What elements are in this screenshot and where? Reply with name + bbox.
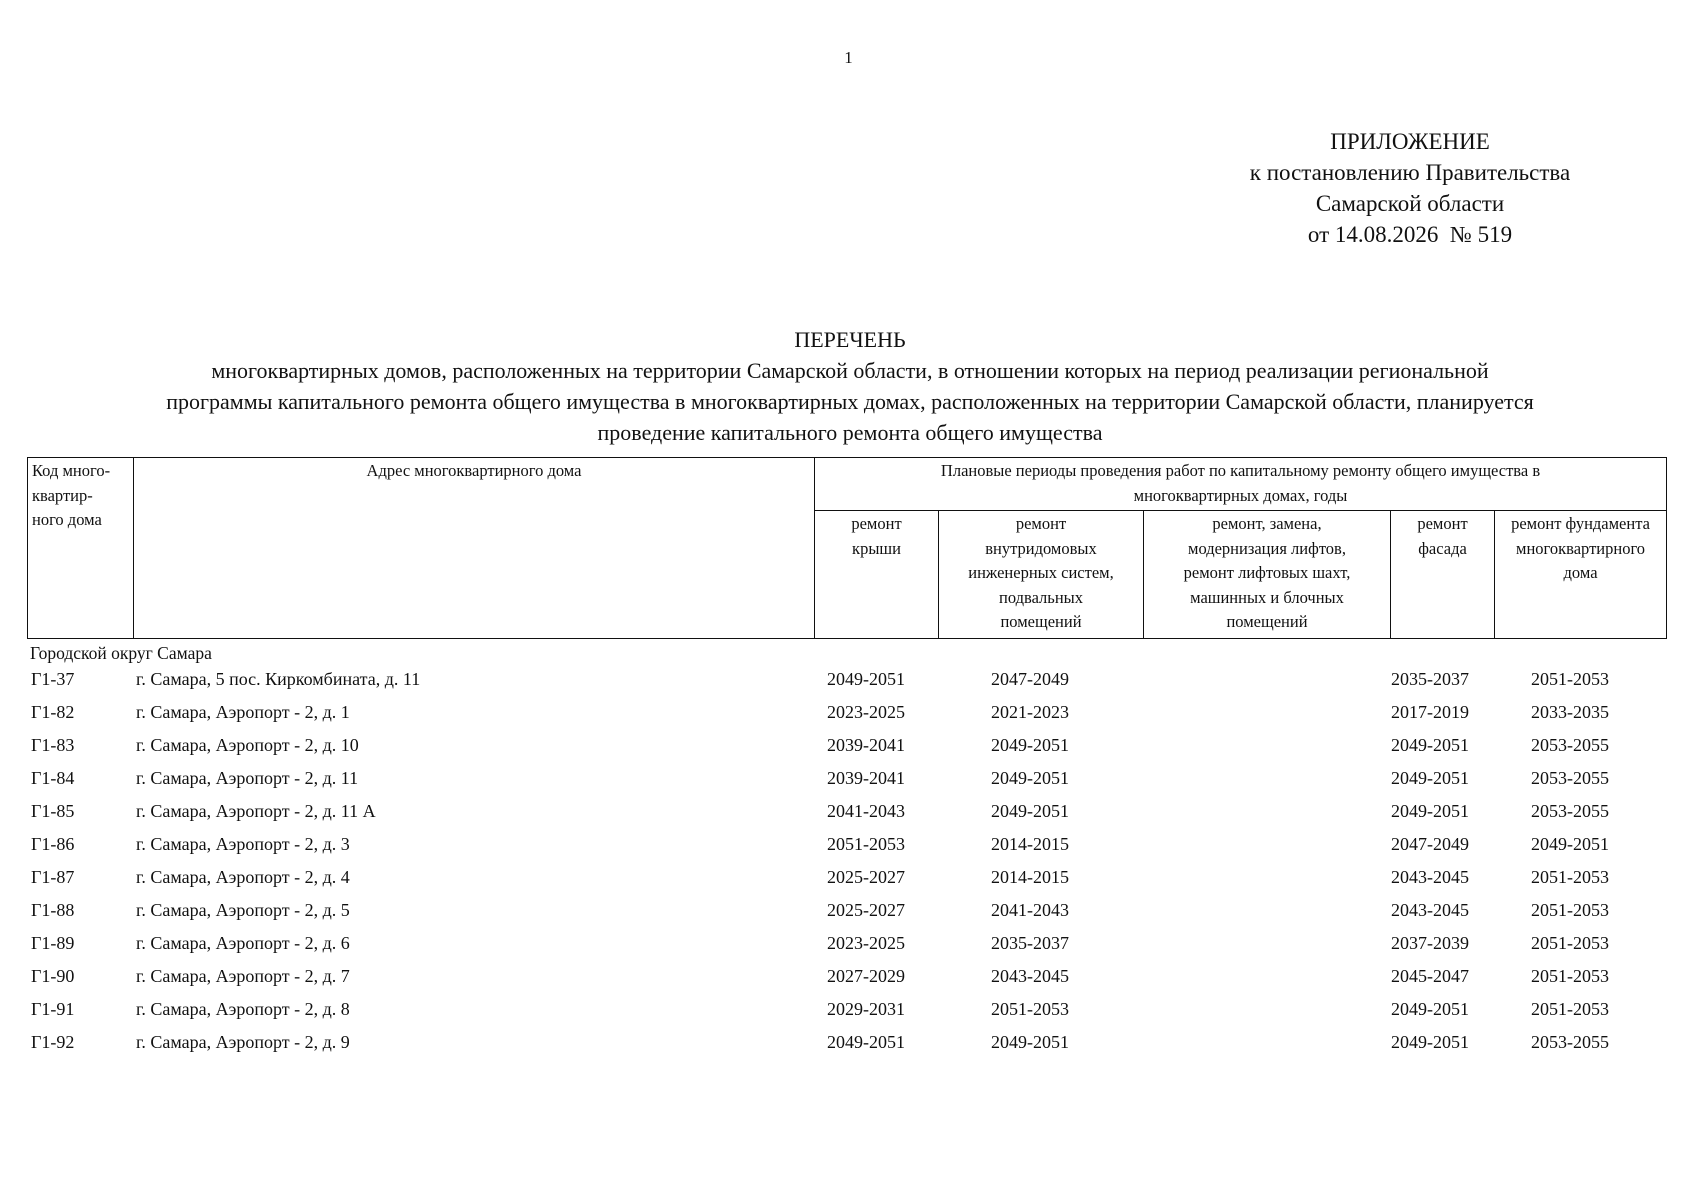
cell-roof: 2025-2027 <box>827 867 905 887</box>
table-row <box>0 663 1697 696</box>
appendix-block <box>1180 126 1640 250</box>
table-header <box>27 457 1667 639</box>
header-engineering-text: ремонт <box>1015 514 1067 533</box>
table-row <box>0 861 1697 894</box>
header-lift-text: машинных и блочных <box>1190 587 1344 607</box>
cell-code: Г1-89 <box>31 933 75 953</box>
appendix-line: Самарской области <box>1315 191 1505 216</box>
header-roof-text: ремонт <box>851 514 902 533</box>
cell-code: Г1-88 <box>31 900 75 920</box>
cell-engineering: 2049-2051 <box>991 735 1069 755</box>
cell-address: г. Самара, Аэропорт - 2, д. 3 <box>136 834 350 854</box>
cell-address: г. Самара, 5 пос. Киркомбината, д. 11 <box>136 669 421 689</box>
appendix-date-number: от 14.08.2026 № 519 <box>1307 222 1513 247</box>
header-code-cell <box>28 458 134 639</box>
cell-address: г. Самара, Аэропорт - 2, д. 5 <box>136 900 350 920</box>
cell-facade: 2049-2051 <box>1391 768 1469 788</box>
header-engineering-text: инженерных систем, <box>968 563 1114 582</box>
header-facade-text: ремонт <box>1417 514 1468 533</box>
cell-foundation: 2051-2053 <box>1531 669 1609 689</box>
table-row <box>0 960 1697 993</box>
cell-facade: 2043-2045 <box>1391 867 1469 887</box>
cell-foundation: 2033-2035 <box>1531 702 1609 722</box>
page-number: 1 <box>844 48 853 67</box>
header-engineering-cell <box>939 511 1144 639</box>
cell-roof: 2051-2053 <box>827 834 905 854</box>
cell-facade: 2017-2019 <box>1391 702 1469 722</box>
cell-facade: 2049-2051 <box>1391 735 1469 755</box>
cell-address: г. Самара, Аэропорт - 2, д. 11 <box>136 768 359 788</box>
cell-address: г. Самара, Аэропорт - 2, д. 4 <box>136 867 350 887</box>
header-code-text: квартир- <box>32 485 93 505</box>
cell-address: г. Самара, Аэропорт - 2, д. 10 <box>136 735 359 755</box>
header-address-text: Адрес многоквартирного дома <box>366 461 582 480</box>
table-row <box>0 696 1697 729</box>
cell-foundation: 2053-2055 <box>1531 1032 1609 1052</box>
cell-roof: 2039-2041 <box>827 735 905 755</box>
appendix-title: ПРИЛОЖЕНИЕ <box>1330 129 1490 154</box>
header-lift-text: помещений <box>1226 612 1308 631</box>
header-lift-text: модернизация лифтов, <box>1188 538 1346 558</box>
cell-engineering: 2021-2023 <box>991 702 1069 722</box>
header-engineering-text: подвальных <box>999 587 1083 607</box>
table-row <box>0 993 1697 1026</box>
header-facade-text: фасада <box>1418 538 1467 558</box>
cell-roof: 2049-2051 <box>827 669 905 689</box>
cell-roof: 2023-2025 <box>827 702 905 722</box>
cell-roof: 2039-2041 <box>827 768 905 788</box>
cell-facade: 2045-2047 <box>1391 966 1469 986</box>
document-heading: ПЕРЕЧЕНЬ <box>794 327 906 352</box>
header-foundation-text: многоквартирного <box>1516 538 1646 558</box>
cell-engineering: 2049-2051 <box>991 768 1069 788</box>
header-code-text: ного дома <box>32 510 102 529</box>
table-row <box>0 795 1697 828</box>
cell-address: г. Самара, Аэропорт - 2, д. 11 А <box>136 801 376 821</box>
cell-engineering: 2041-2043 <box>991 900 1069 920</box>
cell-foundation: 2051-2053 <box>1531 867 1609 887</box>
cell-foundation: 2053-2055 <box>1531 801 1609 821</box>
cell-foundation: 2053-2055 <box>1531 735 1609 755</box>
header-lift-cell <box>1144 511 1391 639</box>
header-periods-text: многоквартирных домах, годы <box>1133 485 1348 505</box>
header-roof-text: крыши <box>852 538 901 558</box>
header-foundation-cell <box>1495 511 1667 639</box>
table-row <box>0 927 1697 960</box>
cell-code: Г1-82 <box>31 702 75 722</box>
table-row <box>0 762 1697 795</box>
cell-engineering: 2047-2049 <box>991 669 1069 689</box>
cell-facade: 2049-2051 <box>1391 1032 1469 1052</box>
header-lift-text: ремонт лифтовых шахт, <box>1183 563 1351 582</box>
cell-roof: 2029-2031 <box>827 999 905 1019</box>
cell-engineering: 2043-2045 <box>991 966 1069 986</box>
cell-facade: 2047-2049 <box>1391 834 1469 854</box>
cell-address: г. Самара, Аэропорт - 2, д. 8 <box>136 999 350 1019</box>
table-row <box>0 828 1697 861</box>
cell-code: Г1-91 <box>31 999 75 1019</box>
header-roof-cell <box>815 511 939 639</box>
header-lift-text: ремонт, замена, <box>1212 514 1322 533</box>
cell-engineering: 2035-2037 <box>991 933 1069 953</box>
table-row <box>0 729 1697 762</box>
cell-code: Г1-84 <box>31 768 75 788</box>
header-address-cell <box>134 458 815 639</box>
cell-facade: 2049-2051 <box>1391 801 1469 821</box>
header-foundation-text: ремонт фундамента <box>1511 514 1650 533</box>
cell-roof: 2025-2027 <box>827 900 905 920</box>
table-row <box>0 1026 1697 1059</box>
cell-foundation: 2051-2053 <box>1531 933 1609 953</box>
cell-foundation: 2049-2051 <box>1531 834 1609 854</box>
cell-address: г. Самара, Аэропорт - 2, д. 7 <box>136 966 350 986</box>
document-subtitle-line: проведение капитального ремонта общего имущества <box>597 420 1103 445</box>
cell-code: Г1-37 <box>31 669 75 689</box>
header-periods-cell <box>815 458 1667 511</box>
cell-facade: 2043-2045 <box>1391 900 1469 920</box>
document-subtitle-line: многоквартирных домов, расположенных на территории Самарской области, в отношении которых на период реализации региональной <box>211 358 1489 383</box>
cell-code: Г1-83 <box>31 735 75 755</box>
cell-roof: 2027-2029 <box>827 966 905 986</box>
cell-code: Г1-92 <box>31 1032 75 1052</box>
cell-address: г. Самара, Аэропорт - 2, д. 1 <box>136 702 350 722</box>
cell-foundation: 2051-2053 <box>1531 900 1609 920</box>
cell-address: г. Самара, Аэропорт - 2, д. 9 <box>136 1032 350 1052</box>
cell-facade: 2037-2039 <box>1391 933 1469 953</box>
document-title <box>24 324 1676 448</box>
cell-code: Г1-87 <box>31 867 75 887</box>
header-code-text: Код много- <box>32 461 111 480</box>
table-row <box>0 894 1697 927</box>
cell-roof: 2041-2043 <box>827 801 905 821</box>
cell-engineering: 2049-2051 <box>991 801 1069 821</box>
cell-code: Г1-90 <box>31 966 75 986</box>
appendix-line: к постановлению Правительства <box>1249 160 1571 185</box>
cell-code: Г1-85 <box>31 801 75 821</box>
cell-engineering: 2014-2015 <box>991 834 1069 854</box>
cell-facade: 2049-2051 <box>1391 999 1469 1019</box>
cell-engineering: 2049-2051 <box>991 1032 1069 1052</box>
cell-engineering: 2014-2015 <box>991 867 1069 887</box>
cell-roof: 2023-2025 <box>827 933 905 953</box>
cell-roof: 2049-2051 <box>827 1032 905 1052</box>
document-subtitle-line: программы капитального ремонта общего имущества в многоквартирных домах, расположенных на территории Самарской области, планируется <box>166 389 1534 414</box>
header-foundation-text: дома <box>1563 563 1598 582</box>
cell-foundation: 2051-2053 <box>1531 999 1609 1019</box>
header-periods-text: Плановые периоды проведения работ по капитальному ремонту общего имущества в <box>940 461 1541 480</box>
cell-engineering: 2051-2053 <box>991 999 1069 1019</box>
cell-code: Г1-86 <box>31 834 75 854</box>
cell-facade: 2035-2037 <box>1391 669 1469 689</box>
header-engineering-text: помещений <box>1000 612 1082 631</box>
cell-address: г. Самара, Аэропорт - 2, д. 6 <box>136 933 350 953</box>
header-facade-cell <box>1391 511 1495 639</box>
cell-foundation: 2053-2055 <box>1531 768 1609 788</box>
header-engineering-text: внутридомовых <box>985 538 1097 558</box>
cell-foundation: 2051-2053 <box>1531 966 1609 986</box>
section-label: Городской округ Самара <box>30 643 212 663</box>
